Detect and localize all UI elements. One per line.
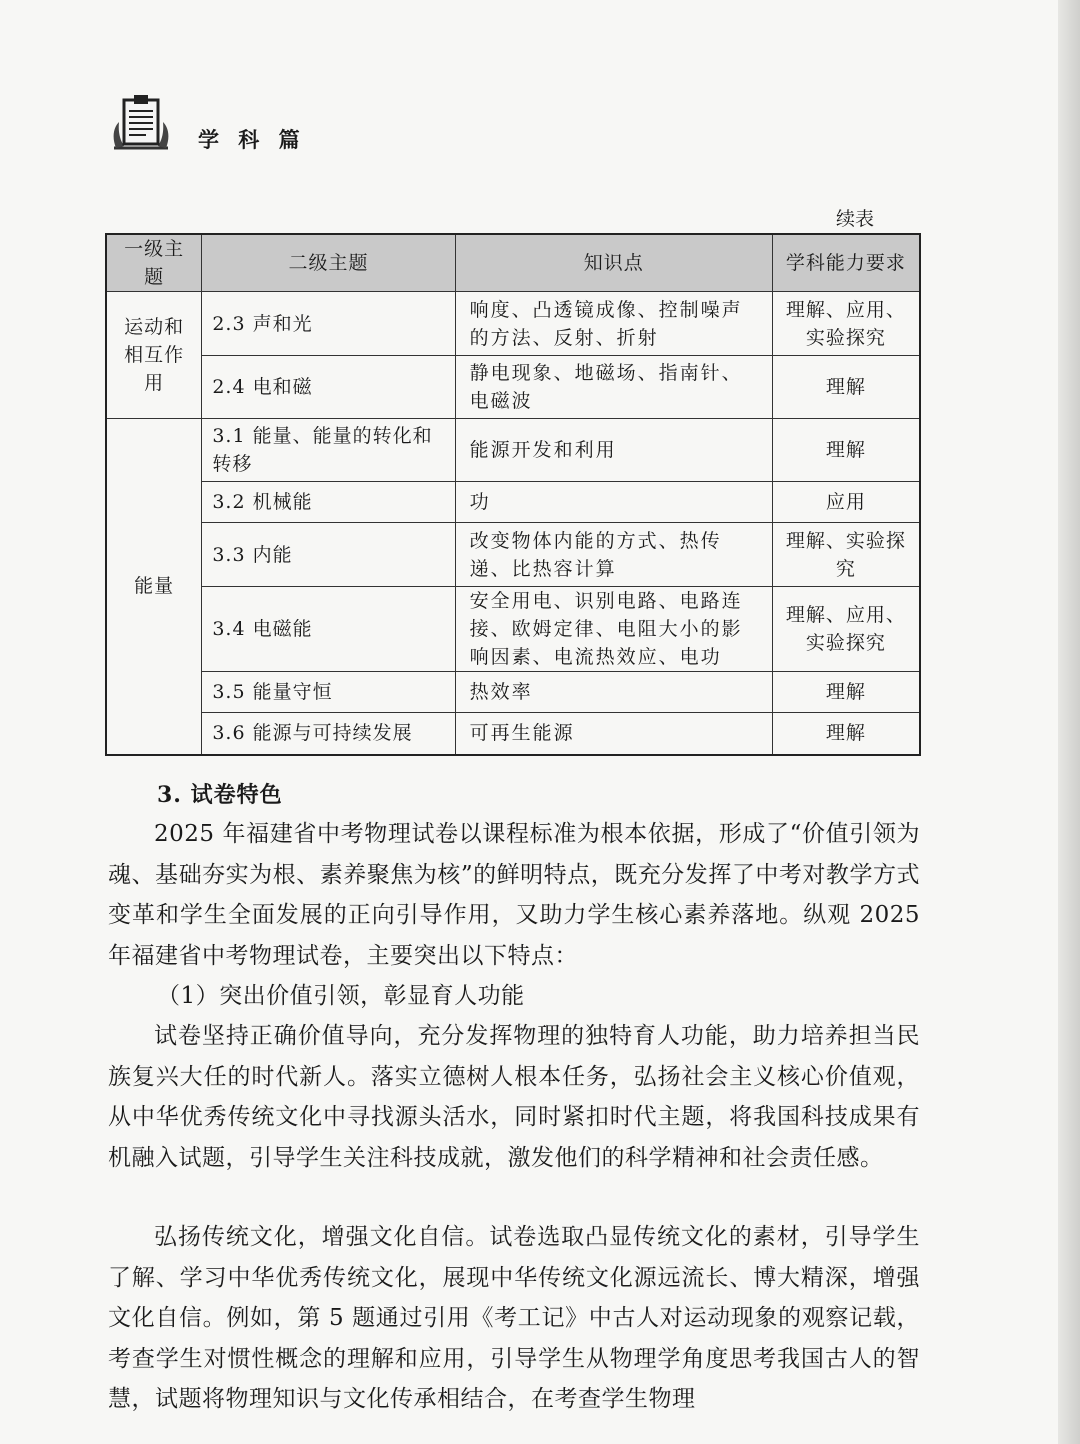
column-header-sub-topic: 二级主题 [202,234,455,292]
column-header-main-topic: 一级主题 [106,234,202,292]
ability-cell: 理解、应用、实验探究 [772,292,920,356]
sub-topic-cell: 3.1 能量、能量的转化和转移 [202,419,455,482]
paragraph-text: 2025 年福建省中考物理试卷以课程标准为根本依据，形成了“价值引领为魂、基础夯实为根、素养聚焦为核”的鲜明特点，既充分发挥了中考对教学方式变革和学生全面发展的正向引导作用，又助力学生核心素养落地。纵观 2025 年福建省中考物理试卷，主要突出以下特点： [108,821,920,969]
sub-topic-cell: 2.4 电和磁 [202,356,455,419]
table-row [106,713,920,755]
ability-cell: 理解、实验探究 [772,523,920,587]
main-topic-cell: 能量 [106,419,202,755]
table-row [106,672,920,713]
ability-cell: 理解、应用、实验探究 [772,587,920,672]
knowledge-cell: 功 [455,482,772,523]
sub-topic-cell: 3.4 电磁能 [202,587,455,672]
page-section-title: 学 科 篇 [198,127,306,152]
knowledge-cell: 热效率 [455,672,772,713]
ability-cell: 理解 [772,419,920,482]
table-row [106,292,920,356]
curriculum-table-wrapper [105,233,921,756]
column-header-ability: 学科能力要求 [772,234,920,292]
body-paragraph [108,1016,920,1178]
ability-cell: 应用 [772,482,920,523]
knowledge-cell: 改变物体内能的方式、热传递、比热容计算 [455,523,772,587]
sub-topic-cell: 3.2 机械能 [202,482,455,523]
ability-cell: 理解 [772,672,920,713]
paragraph-text: 弘扬传统文化，增强文化自信。试卷选取凸显传统文化的素材，引导学生了解、学习中华优秀传统文化，展现中华传统文化源远流长、博大精深，增强文化自信。例如，第 5 题通过引用《考工记》中古人对运动现象的观察记载，考查学生对惯性概念的理解和应用，引导学生从物理学角度思考我国古人的智慧，试题将物理知识与文化传承相结合，在考查学生物理 [108,1224,920,1412]
sub-topic-cell: 3.3 内能 [202,523,455,587]
ability-cell: 理解 [772,713,920,755]
body-paragraph [108,1217,920,1420]
curriculum-table [105,233,921,756]
table-row [106,482,920,523]
section-heading: 3. 试卷特色 [157,782,283,808]
table-header-row [106,234,920,292]
table-row [106,523,920,587]
table-row [106,356,920,419]
knowledge-cell: 能源开发和利用 [455,419,772,482]
clipboard-document-icon [110,92,172,154]
knowledge-cell: 可再生能源 [455,713,772,755]
page-edge-shadow [1058,0,1080,1444]
knowledge-cell: 安全用电、识别电路、电路连接、欧姆定律、电阻大小的影响因素、电流热效应、电功 [455,587,772,672]
knowledge-cell: 静电现象、地磁场、指南针、电磁波 [455,356,772,419]
table-row [106,419,920,482]
sub-topic-cell: 3.6 能源与可持续发展 [202,713,455,755]
sub-topic-cell: 3.5 能量守恒 [202,672,455,713]
paragraph-text: 试卷坚持正确价值导向，充分发挥物理的独特育人功能，助力培养担当民族复兴大任的时代新人。落实立德树人根本任务，弘扬社会主义核心价值观，从中华优秀传统文化中寻找源头活水，同时紧扣时代主题，将我国科技成果有机融入试题，引导学生关注科技成就，激发他们的科学精神和社会责任感。 [108,1023,920,1171]
body-paragraph [108,814,920,976]
knowledge-cell: 响度、凸透镜成像、控制噪声的方法、反射、折射 [455,292,772,356]
continued-table-label: 续表 [836,208,875,230]
table-row [106,587,920,672]
column-header-knowledge: 知识点 [455,234,772,292]
ability-cell: 理解 [772,356,920,419]
sub-topic-cell: 2.3 声和光 [202,292,455,356]
main-topic-cell: 运动和相互作用 [106,292,202,419]
subsection-heading: （1）突出价值引领，彰显育人功能 [157,983,525,1009]
